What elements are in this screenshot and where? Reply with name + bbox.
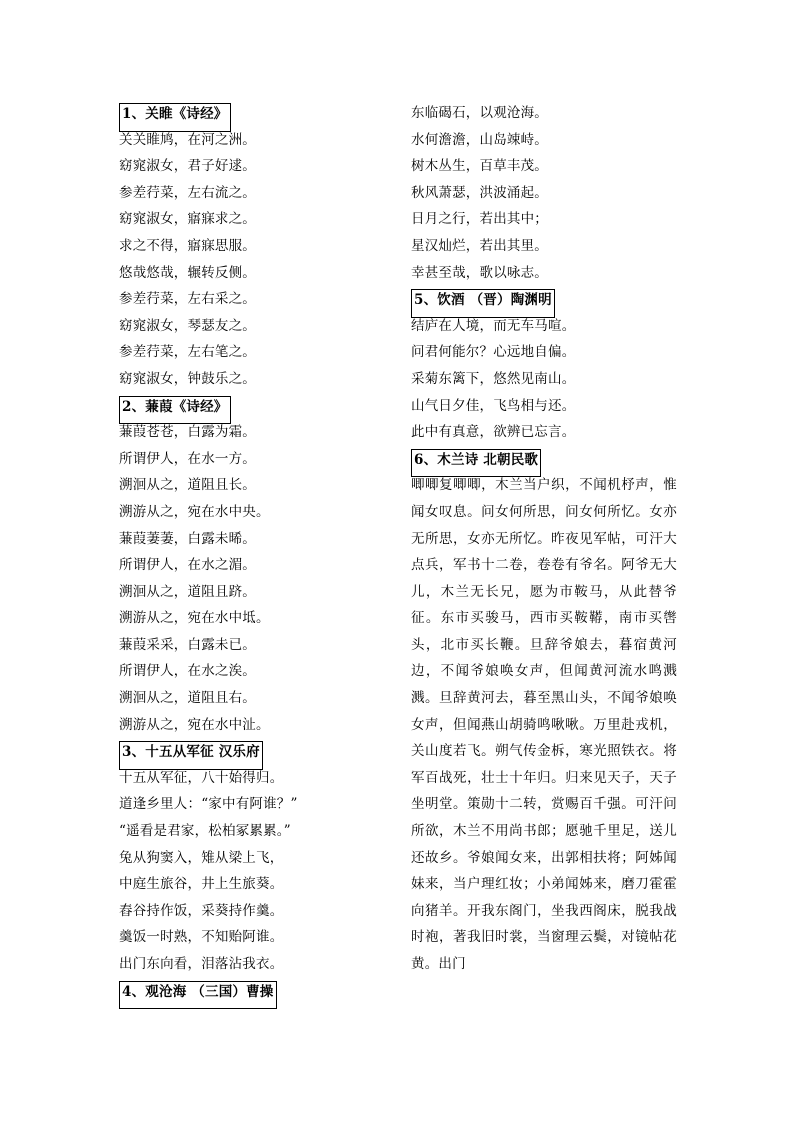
poem-line: 窈窕淑女，琴瑟友之。 — [119, 317, 256, 334]
section-heading-wrap — [411, 286, 677, 313]
poem-line: 羹饭一时熟，不知贻阿谁。 — [119, 929, 284, 946]
section-heading: 4、观沧海 （三国）曹操 — [119, 981, 277, 1010]
poem-line: 溯游从之，宛在水中沚。 — [119, 716, 270, 733]
poem-line: 问君何能尔？心远地自偏。 — [411, 344, 576, 361]
poem-line: 水何澹澹，山岛竦峙。 — [411, 131, 548, 148]
poem-line: 窈窕淑女，君子好逑。 — [119, 158, 256, 175]
poem-line: 日月之行，若出其中； — [411, 211, 548, 228]
poem-line: 关关睢鸠，在河之洲。 — [119, 131, 256, 148]
section-heading: 1、关睢《诗经》 — [119, 103, 231, 132]
poem-line: 幸甚至哉，歌以咏志。 — [411, 264, 548, 281]
poem-line: 所谓伊人，在水之湄。 — [119, 557, 256, 574]
section-heading-wrap — [119, 738, 384, 765]
poem-line: 溯游从之，宛在水中坻。 — [119, 610, 270, 627]
poem-line: 采菊东篱下，悠然见南山。 — [411, 370, 576, 387]
poem-line: 舂谷持作饭，采葵持作羹。 — [119, 902, 284, 919]
section-heading-wrap — [119, 978, 384, 1005]
poem-line: 十五从军征，八十始得归。 — [119, 769, 284, 786]
poem-line: 中庭生旅谷，井上生旅葵。 — [119, 876, 284, 893]
poem-line: 溯洄从之，道阻且跻。 — [119, 583, 256, 600]
section-heading: 3、十五从军征 汉乐府 — [119, 741, 263, 770]
poem-line: 此中有真意，欲辨已忘言。 — [411, 424, 576, 441]
left-column — [119, 100, 384, 1004]
poem-line: 参差荇菜，左右笔之。 — [119, 344, 256, 361]
poem-line: 树木丛生，百草丰茂。 — [411, 158, 548, 175]
poem-line: 蒹葭萋萋，白露未晞。 — [119, 530, 256, 547]
poem-line: 溯洄从之，道阻且长。 — [119, 477, 256, 494]
poem-line: “遥看是君家，松柏冢累累。” — [119, 823, 291, 840]
section-heading: 2、蒹葭《诗经》 — [119, 396, 231, 425]
poem-line: 蒹葭苍苍，白露为霜。 — [119, 424, 256, 441]
poem-line: 参差荇菜，左右采之。 — [119, 291, 256, 308]
section-heading-wrap — [411, 446, 677, 473]
section-heading-wrap — [119, 100, 384, 127]
poem-line: 所谓伊人，在水一方。 — [119, 450, 256, 467]
poem-line: 道逢乡里人：“家中有阿谁？” — [119, 796, 298, 813]
right-column — [411, 100, 677, 978]
poem-line: 悠哉悠哉，辗转反侧。 — [119, 264, 256, 281]
poem-line: 溯洄从之，道阻且右。 — [119, 690, 256, 707]
poem-line: 星汉灿烂，若出其里。 — [411, 237, 548, 254]
poem-line: 参差荇菜，左右流之。 — [119, 184, 256, 201]
poem-line: 山气日夕佳，飞鸟相与还。 — [411, 397, 576, 414]
right-column-lines — [411, 100, 677, 472]
poem-line: 出门东向看，泪落沾我衣。 — [119, 956, 284, 972]
section-heading: 5、饮酒 （晋）陶渊明 — [411, 289, 555, 318]
poem-line: 结庐在人境，而无车马喧。 — [411, 317, 576, 334]
poem-line: 兔从狗窦入，雉从梁上飞， — [119, 849, 284, 866]
poem-line: 窈窕淑女，寤寐求之。 — [119, 211, 256, 228]
poem-line: 溯游从之，宛在水中央。 — [119, 503, 270, 520]
poem-line: 东临碣石，以观沧海。 — [411, 105, 548, 121]
mulan-poem-text: 唧唧复唧唧，木兰当户织，不闻机杼声，惟闻女叹息。问女何所思，问女何所忆。女亦无所思，女亦无所忆。昨夜见军帖，可汗大点兵，军书十二卷，卷卷有爷名。阿爷无大儿，木兰无长兄，愿为市鞍马，从此替爷征。东市买骏马，西市买鞍鞯，南市买辔头，北市买长鞭。旦辞爷娘去，暮宿黄河边，不闻爷娘唤女声，但闻黄河流水鸣溅溅。旦辞黄河去，暮至黑山头，不闻爷娘唤女声，但闻燕山胡骑鸣啾啾。万里赴戎机，关山度若飞。朔气传金柝，寒光照铁衣。将军百战死，壮士十年归。归来见天子，天子坐明堂。策勋十二转，赏赐百千强。可汗问所欲，木兰不用尚书郎；愿驰千里足，送儿还故乡。爷娘闻女来，出郭相扶将；阿姊闻妹来，当户理红妆；小弟闻姊来，磨刀霍霍向猪羊。开我东阁门，坐我西阁床，脱我战时袍，著我旧时裳，当窗理云鬓，对镜帖花黄。出门 — [411, 477, 677, 972]
poem-line: 窈窕淑女，钟鼓乐之。 — [119, 370, 256, 387]
poem-line: 所谓伊人，在水之涘。 — [119, 663, 256, 680]
poem-line: 求之不得，寤寐思服。 — [119, 237, 256, 254]
section-heading-wrap — [119, 393, 384, 420]
poem-line: 蒹葭采采，白露未已。 — [119, 636, 256, 653]
section-heading: 6、木兰诗 北朝民歌 — [411, 449, 541, 478]
poem-line: 秋风萧瑟，洪波涌起。 — [411, 184, 548, 201]
